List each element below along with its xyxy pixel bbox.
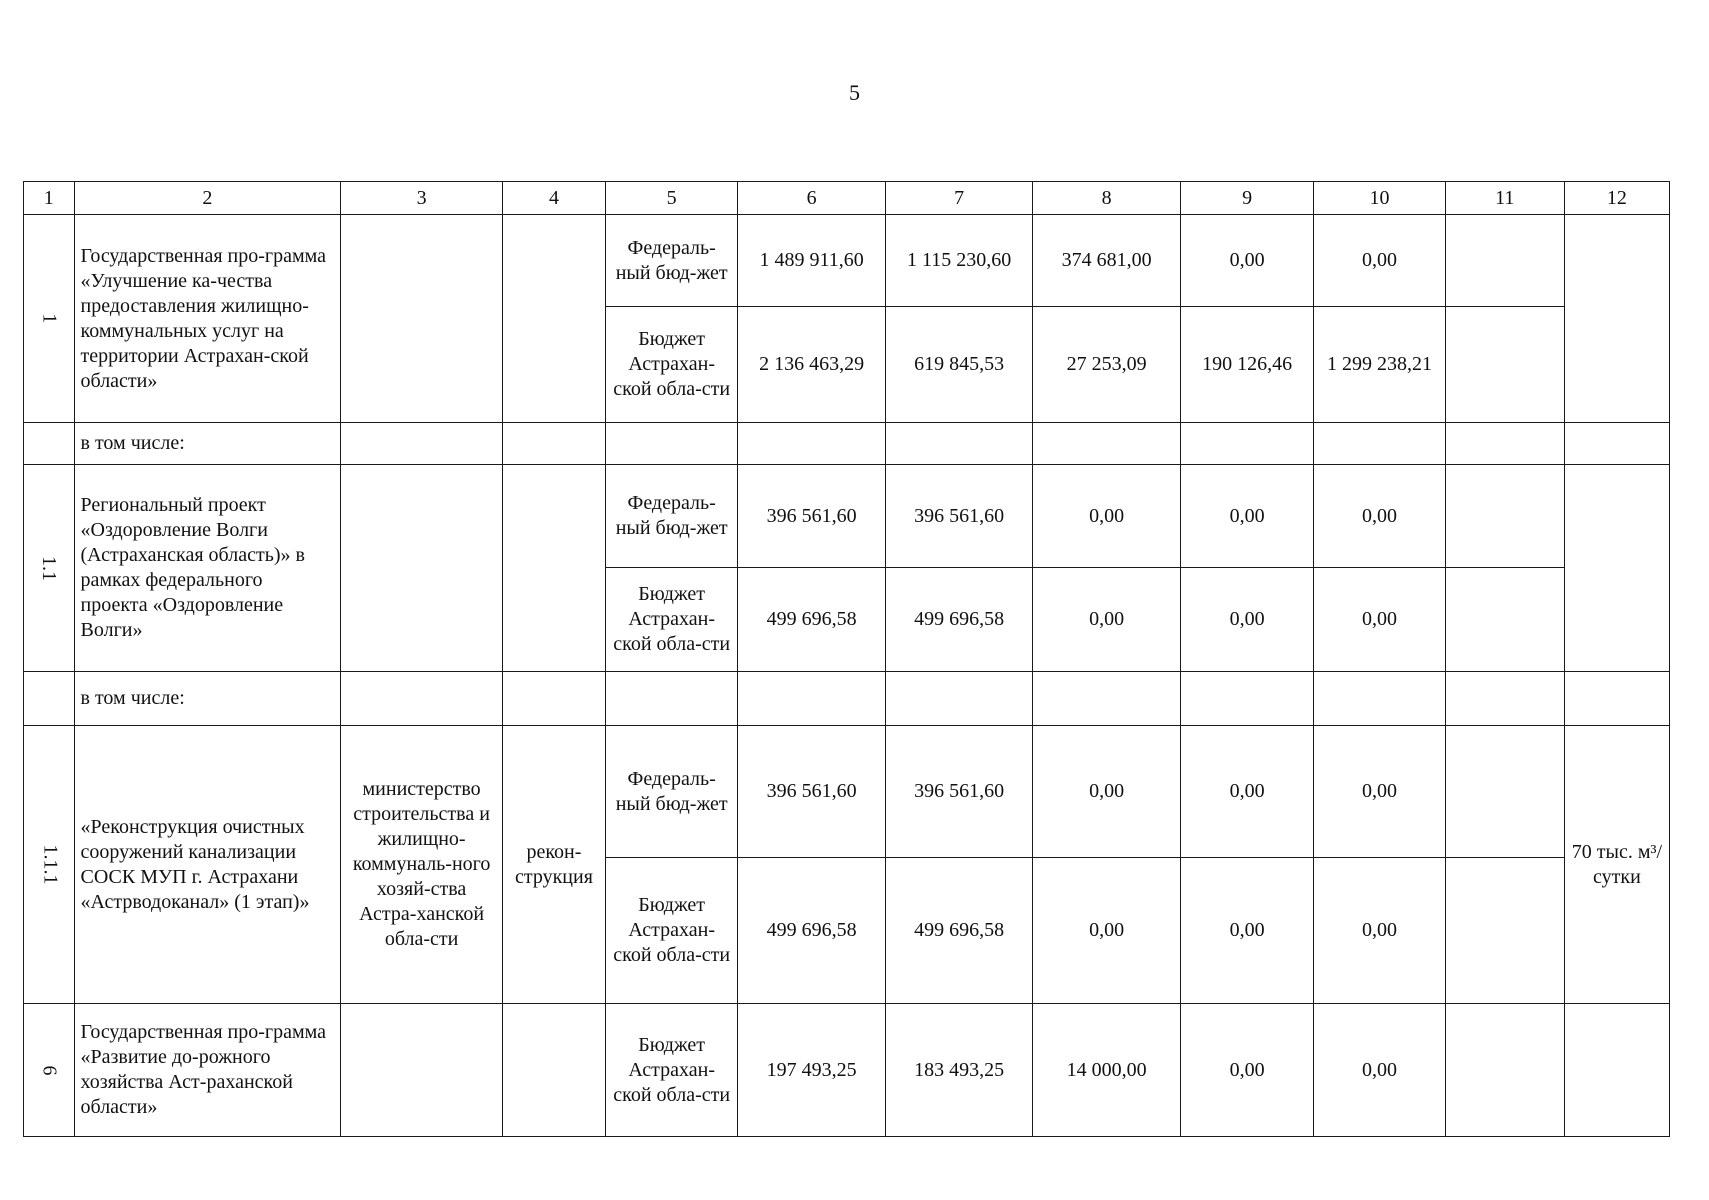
row-index-cell [24,726,75,1004]
amount-cell: 396 561,60 [738,465,886,568]
object-name: «Реконструкция очистных сооружений канализации СОСК МУП г. Астрахани «Астрводоканал» (1 этап)» [74,726,341,1004]
page-number: 5 [849,80,860,105]
row-index: 1 [38,313,61,324]
funding-source: Бюджет Астрахан-ской обла-сти [605,568,737,672]
amount-cell: 0,00 [1180,726,1313,858]
amount-cell: 14 000,00 [1033,1004,1181,1137]
amount-cell: 2 136 463,29 [738,307,886,423]
empty-cell [605,423,737,465]
column-header: 5 [605,182,737,215]
empty-cell [1033,423,1181,465]
empty-cell [738,672,886,726]
work-type [502,1004,605,1137]
amount-cell: 0,00 [1180,215,1313,307]
budget-table [23,181,1670,1137]
project-name: Региональный проект «Оздоровление Волги (Астраханская область)» в рамках федерального проекта «Оздоровление Волги» [74,465,341,672]
empty-cell [885,423,1033,465]
column-header: 12 [1564,182,1669,215]
empty-cell [1180,672,1313,726]
capacity-cell [1564,215,1669,423]
empty-cell [605,672,737,726]
amount-cell [1445,726,1564,858]
amount-cell: 396 561,60 [885,465,1033,568]
responsible-executor [341,465,503,672]
amount-cell: 0,00 [1180,568,1313,672]
responsible-executor [341,215,503,423]
column-header: 3 [341,182,503,215]
empty-cell [1445,423,1564,465]
responsible-executor: министерство строительства и жилищно-коммуналь-ного хозяй-ства Астра-ханской обла-сти [341,726,503,1004]
empty-cell [341,672,503,726]
table-row [24,726,1670,858]
column-header: 7 [885,182,1033,215]
table-row [24,465,1670,568]
work-type [502,465,605,672]
empty-cell [1033,672,1181,726]
row-index: 6 [38,1065,61,1075]
including-label: в том числе: [74,423,341,465]
funding-source: Федераль-ный бюд-жет [605,215,737,307]
row-index-cell [24,215,75,423]
column-number-row [24,182,1670,215]
empty-cell [1564,423,1669,465]
funding-source: Федераль-ный бюд-жет [605,465,737,568]
amount-cell: 1 115 230,60 [885,215,1033,307]
column-header: 6 [738,182,886,215]
funding-source: Бюджет Астрахан-ской обла-сти [605,1004,737,1137]
row-index-cell [24,465,75,672]
row-index-cell [24,1004,75,1137]
amount-cell: 1 489 911,60 [738,215,886,307]
capacity-cell [1564,1004,1669,1137]
amount-cell: 0,00 [1314,568,1445,672]
including-label: в том числе: [74,672,341,726]
including-row [24,672,1670,726]
empty-cell [502,423,605,465]
amount-cell: 0,00 [1314,858,1445,1004]
program-name: Государственная про-грамма «Развитие до-рожного хозяйства Аст-раханской области» [74,1004,341,1137]
empty-cell [1445,672,1564,726]
amount-cell: 619 845,53 [885,307,1033,423]
table-row [24,215,1670,307]
amount-cell [1445,858,1564,1004]
amount-cell: 499 696,58 [738,568,886,672]
amount-cell: 499 696,58 [738,858,886,1004]
amount-cell: 0,00 [1033,858,1181,1004]
funding-source: Бюджет Астрахан-ской обла-сти [605,307,737,423]
amount-cell: 499 696,58 [885,858,1033,1004]
column-header: 4 [502,182,605,215]
amount-cell: 396 561,60 [885,726,1033,858]
work-type [502,215,605,423]
empty-cell [885,672,1033,726]
empty-cell [738,423,886,465]
column-header: 9 [1180,182,1313,215]
amount-cell: 374 681,00 [1033,215,1181,307]
including-row [24,423,1670,465]
empty-cell [1564,672,1669,726]
amount-cell: 0,00 [1314,465,1445,568]
funding-source: Бюджет Астрахан-ской обла-сти [605,858,737,1004]
row-index: 1.1 [38,555,61,581]
amount-cell [1445,307,1564,423]
amount-cell: 396 561,60 [738,726,886,858]
amount-cell: 0,00 [1314,726,1445,858]
column-header: 8 [1033,182,1181,215]
amount-cell: 0,00 [1180,1004,1313,1137]
amount-cell: 0,00 [1314,215,1445,307]
amount-cell: 499 696,58 [885,568,1033,672]
capacity-cell [1564,465,1669,672]
table-row [24,1004,1670,1137]
empty-cell [24,672,75,726]
empty-cell [1180,423,1313,465]
responsible-executor [341,1004,503,1137]
amount-cell [1445,1004,1564,1137]
amount-cell: 0,00 [1033,568,1181,672]
capacity-cell: 70 тыс. м³/сутки [1564,726,1669,1004]
empty-cell [341,423,503,465]
amount-cell [1445,568,1564,672]
column-header: 1 [24,182,75,215]
empty-cell [24,423,75,465]
amount-cell [1445,465,1564,568]
amount-cell: 0,00 [1180,465,1313,568]
amount-cell: 183 493,25 [885,1004,1033,1137]
empty-cell [1314,423,1445,465]
column-header: 11 [1445,182,1564,215]
amount-cell: 0,00 [1033,726,1181,858]
amount-cell: 1 299 238,21 [1314,307,1445,423]
work-type: рекон-струкция [502,726,605,1004]
column-header: 10 [1314,182,1445,215]
funding-source: Федераль-ный бюд-жет [605,726,737,858]
amount-cell: 27 253,09 [1033,307,1181,423]
column-header: 2 [74,182,341,215]
amount-cell: 0,00 [1314,1004,1445,1137]
empty-cell [502,672,605,726]
program-name: Государственная про-грамма «Улучшение ка-чества предоставления жилищно-коммунальных услуг на территории Астрахан-ской области» [74,215,341,423]
amount-cell: 197 493,25 [738,1004,886,1137]
row-index: 1.1.1 [39,844,62,885]
amount-cell [1445,215,1564,307]
amount-cell: 190 126,46 [1180,307,1313,423]
amount-cell: 0,00 [1180,858,1313,1004]
empty-cell [1314,672,1445,726]
amount-cell: 0,00 [1033,465,1181,568]
